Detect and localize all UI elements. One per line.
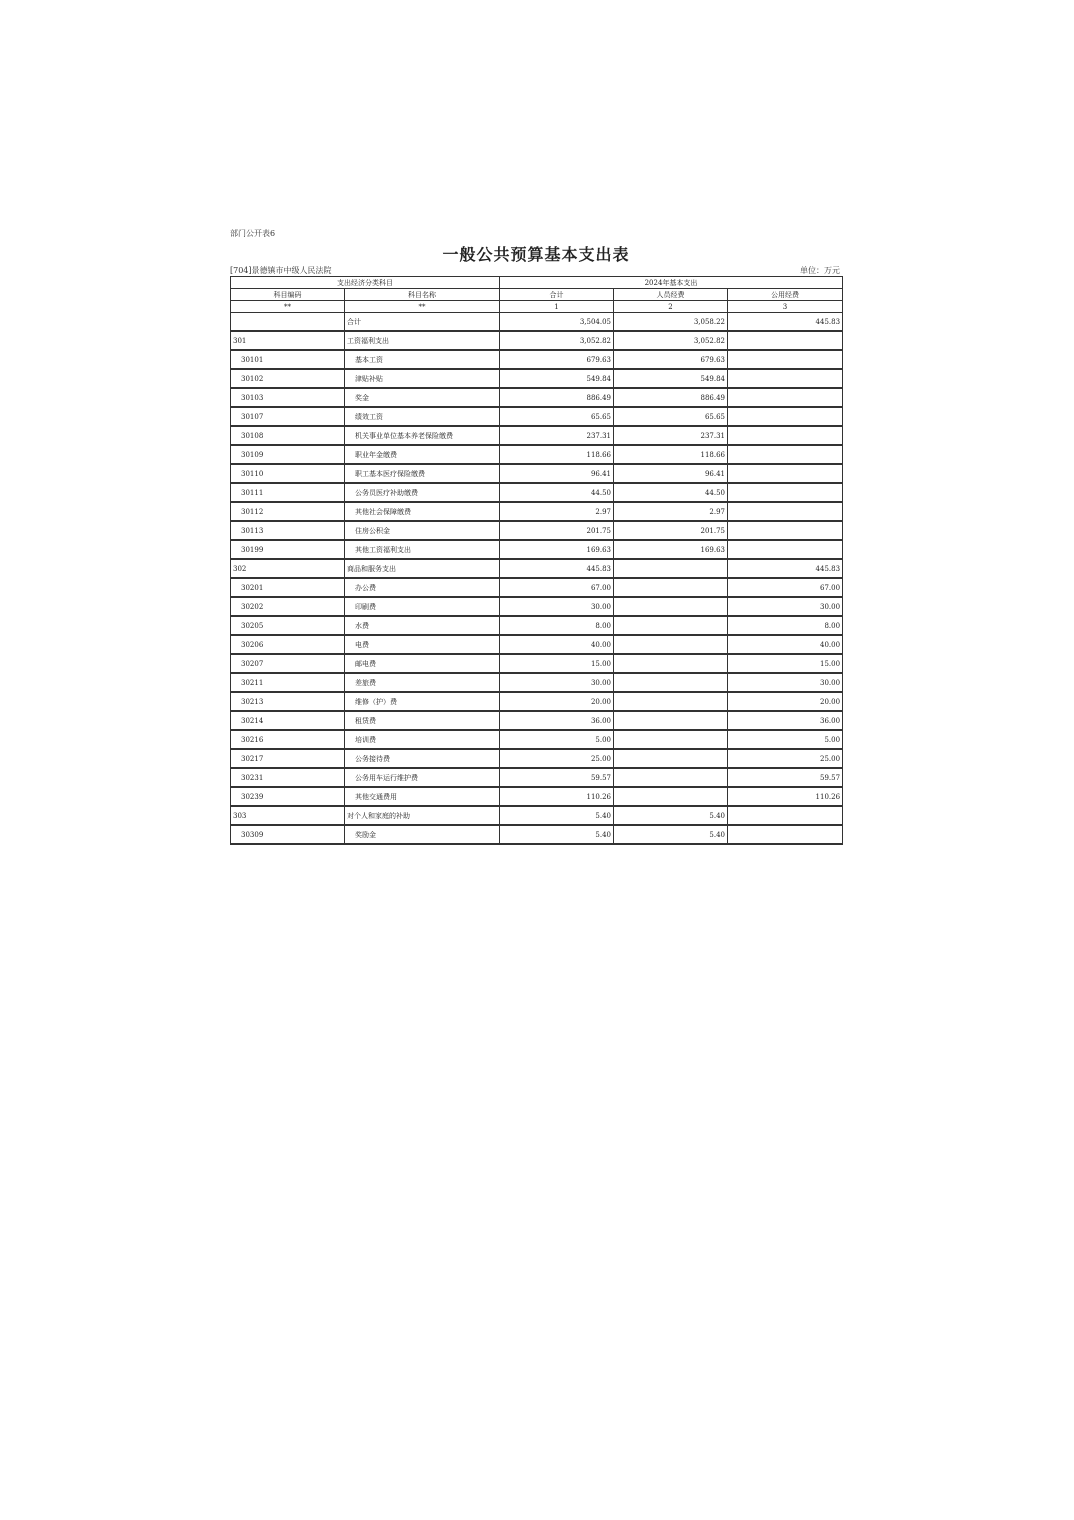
table-row bbox=[231, 787, 843, 806]
row-public: 59.57 bbox=[728, 768, 843, 787]
header-personnel: 人员经费 bbox=[614, 289, 728, 301]
row-code bbox=[231, 313, 345, 332]
row-public: 25.00 bbox=[728, 749, 843, 768]
table-row bbox=[231, 616, 843, 635]
row-total: 2.97 bbox=[500, 502, 614, 521]
row-personnel bbox=[614, 749, 728, 768]
row-public: 445.83 bbox=[728, 313, 843, 332]
row-total: 20.00 bbox=[500, 692, 614, 711]
row-total: 25.00 bbox=[500, 749, 614, 768]
row-personnel bbox=[614, 597, 728, 616]
row-personnel: 169.63 bbox=[614, 540, 728, 559]
row-personnel: 3,052.82 bbox=[614, 331, 728, 350]
row-total: 96.41 bbox=[500, 464, 614, 483]
row-personnel bbox=[614, 616, 728, 635]
row-name: 公务接待费 bbox=[345, 749, 500, 768]
row-personnel bbox=[614, 559, 728, 578]
header-group-basic-expenditure: 2024年基本支出 bbox=[500, 277, 843, 289]
row-public bbox=[728, 502, 843, 521]
row-code: 303 bbox=[231, 806, 345, 825]
row-total: 3,504.05 bbox=[500, 313, 614, 332]
table-row bbox=[231, 407, 843, 426]
row-name: 商品和服务支出 bbox=[345, 559, 500, 578]
table-row bbox=[231, 711, 843, 730]
marker-public: 3 bbox=[728, 301, 843, 313]
row-public bbox=[728, 388, 843, 407]
row-public: 5.00 bbox=[728, 730, 843, 749]
row-total: 886.49 bbox=[500, 388, 614, 407]
row-name: 职工基本医疗保险缴费 bbox=[345, 464, 500, 483]
row-public: 30.00 bbox=[728, 597, 843, 616]
table-row bbox=[231, 749, 843, 768]
row-total: 3,052.82 bbox=[500, 331, 614, 350]
row-name: 其他社会保障缴费 bbox=[345, 502, 500, 521]
row-name: 邮电费 bbox=[345, 654, 500, 673]
row-personnel: 3,058.22 bbox=[614, 313, 728, 332]
table-row bbox=[231, 578, 843, 597]
row-code: 30211 bbox=[231, 673, 345, 692]
row-personnel: 886.49 bbox=[614, 388, 728, 407]
row-total: 44.50 bbox=[500, 483, 614, 502]
marker-personnel: 2 bbox=[614, 301, 728, 313]
row-code: 30214 bbox=[231, 711, 345, 730]
row-code: 30199 bbox=[231, 540, 345, 559]
table-row bbox=[231, 331, 843, 350]
table-row bbox=[231, 445, 843, 464]
row-total: 40.00 bbox=[500, 635, 614, 654]
table-row bbox=[231, 597, 843, 616]
row-total: 67.00 bbox=[500, 578, 614, 597]
row-personnel bbox=[614, 768, 728, 787]
row-name: 奖励金 bbox=[345, 825, 500, 844]
table-row bbox=[231, 730, 843, 749]
unit-name: [704]景德镇市中级人民法院 bbox=[230, 266, 332, 275]
row-total: 30.00 bbox=[500, 597, 614, 616]
table-row bbox=[231, 464, 843, 483]
row-total: 5.00 bbox=[500, 730, 614, 749]
header-total: 合计 bbox=[500, 289, 614, 301]
row-personnel bbox=[614, 654, 728, 673]
row-public bbox=[728, 464, 843, 483]
row-total: 237.31 bbox=[500, 426, 614, 445]
row-total: 169.63 bbox=[500, 540, 614, 559]
row-name: 培训费 bbox=[345, 730, 500, 749]
row-name: 公务员医疗补助缴费 bbox=[345, 483, 500, 502]
row-code: 30109 bbox=[231, 445, 345, 464]
table-row bbox=[231, 388, 843, 407]
row-total: 679.63 bbox=[500, 350, 614, 369]
marker-total: 1 bbox=[500, 301, 614, 313]
row-public: 67.00 bbox=[728, 578, 843, 597]
row-personnel: 118.66 bbox=[614, 445, 728, 464]
row-code: 30101 bbox=[231, 350, 345, 369]
row-public bbox=[728, 426, 843, 445]
row-personnel: 237.31 bbox=[614, 426, 728, 445]
row-name: 电费 bbox=[345, 635, 500, 654]
row-name: 对个人和家庭的补助 bbox=[345, 806, 500, 825]
row-name: 其他工资福利支出 bbox=[345, 540, 500, 559]
row-code: 30112 bbox=[231, 502, 345, 521]
row-code: 30213 bbox=[231, 692, 345, 711]
row-code: 302 bbox=[231, 559, 345, 578]
row-personnel: 2.97 bbox=[614, 502, 728, 521]
document-label: 部门公开表6 bbox=[230, 229, 276, 238]
row-personnel bbox=[614, 711, 728, 730]
table-row bbox=[231, 483, 843, 502]
header-public: 公用经费 bbox=[728, 289, 843, 301]
row-code: 301 bbox=[231, 331, 345, 350]
row-total: 118.66 bbox=[500, 445, 614, 464]
row-name: 津贴补贴 bbox=[345, 369, 500, 388]
row-code: 30202 bbox=[231, 597, 345, 616]
row-total: 5.40 bbox=[500, 806, 614, 825]
row-name: 住房公积金 bbox=[345, 521, 500, 540]
row-name: 水费 bbox=[345, 616, 500, 635]
row-total: 15.00 bbox=[500, 654, 614, 673]
row-name: 差旅费 bbox=[345, 673, 500, 692]
row-name: 印刷费 bbox=[345, 597, 500, 616]
table-row bbox=[231, 768, 843, 787]
row-code: 30201 bbox=[231, 578, 345, 597]
row-personnel: 65.65 bbox=[614, 407, 728, 426]
row-total: 30.00 bbox=[500, 673, 614, 692]
row-code: 30110 bbox=[231, 464, 345, 483]
row-code: 30102 bbox=[231, 369, 345, 388]
row-personnel: 5.40 bbox=[614, 806, 728, 825]
row-public: 8.00 bbox=[728, 616, 843, 635]
row-code: 30113 bbox=[231, 521, 345, 540]
row-personnel bbox=[614, 578, 728, 597]
page-title: 一般公共预算基本支出表 bbox=[442, 245, 630, 264]
row-code: 30309 bbox=[231, 825, 345, 844]
row-personnel bbox=[614, 673, 728, 692]
budget-table bbox=[230, 276, 843, 845]
row-public bbox=[728, 331, 843, 350]
row-code: 30111 bbox=[231, 483, 345, 502]
table-row bbox=[231, 825, 843, 844]
header-code: 科目编码 bbox=[231, 289, 345, 301]
row-name: 维修（护）费 bbox=[345, 692, 500, 711]
row-name: 公务用车运行维护费 bbox=[345, 768, 500, 787]
table-row bbox=[231, 540, 843, 559]
row-personnel: 5.40 bbox=[614, 825, 728, 844]
row-code: 30231 bbox=[231, 768, 345, 787]
row-name: 租赁费 bbox=[345, 711, 500, 730]
marker-name: ** bbox=[345, 301, 500, 313]
row-public: 445.83 bbox=[728, 559, 843, 578]
row-total: 201.75 bbox=[500, 521, 614, 540]
row-name: 机关事业单位基本养老保险缴费 bbox=[345, 426, 500, 445]
row-public bbox=[728, 825, 843, 844]
table-row bbox=[231, 502, 843, 521]
row-public bbox=[728, 350, 843, 369]
row-public: 110.26 bbox=[728, 787, 843, 806]
table-row bbox=[231, 521, 843, 540]
row-code: 30216 bbox=[231, 730, 345, 749]
table-row bbox=[231, 369, 843, 388]
row-code: 30239 bbox=[231, 787, 345, 806]
row-personnel: 44.50 bbox=[614, 483, 728, 502]
header-name: 科目名称 bbox=[345, 289, 500, 301]
table-row bbox=[231, 806, 843, 825]
row-public: 36.00 bbox=[728, 711, 843, 730]
table-row bbox=[231, 350, 843, 369]
row-personnel: 201.75 bbox=[614, 521, 728, 540]
table-row bbox=[231, 635, 843, 654]
row-public bbox=[728, 407, 843, 426]
marker-code: ** bbox=[231, 301, 345, 313]
row-code: 30205 bbox=[231, 616, 345, 635]
table-body bbox=[231, 313, 843, 845]
row-code: 30207 bbox=[231, 654, 345, 673]
row-name: 基本工资 bbox=[345, 350, 500, 369]
header-group-classification: 支出经济分类科目 bbox=[231, 277, 500, 289]
row-public: 30.00 bbox=[728, 673, 843, 692]
row-personnel bbox=[614, 787, 728, 806]
row-name: 绩效工资 bbox=[345, 407, 500, 426]
table-row bbox=[231, 692, 843, 711]
row-public: 40.00 bbox=[728, 635, 843, 654]
row-personnel: 679.63 bbox=[614, 350, 728, 369]
row-name: 其他交通费用 bbox=[345, 787, 500, 806]
table-row bbox=[231, 313, 843, 332]
table-row bbox=[231, 673, 843, 692]
row-public bbox=[728, 369, 843, 388]
row-total: 5.40 bbox=[500, 825, 614, 844]
row-name: 职业年金缴费 bbox=[345, 445, 500, 464]
row-public bbox=[728, 445, 843, 464]
row-personnel bbox=[614, 730, 728, 749]
row-total: 549.84 bbox=[500, 369, 614, 388]
row-name: 合计 bbox=[345, 313, 500, 332]
row-code: 30108 bbox=[231, 426, 345, 445]
row-public: 20.00 bbox=[728, 692, 843, 711]
row-name: 工资福利支出 bbox=[345, 331, 500, 350]
row-public bbox=[728, 483, 843, 502]
row-code: 30217 bbox=[231, 749, 345, 768]
row-total: 445.83 bbox=[500, 559, 614, 578]
row-total: 8.00 bbox=[500, 616, 614, 635]
row-total: 110.26 bbox=[500, 787, 614, 806]
row-name: 办公费 bbox=[345, 578, 500, 597]
row-total: 65.65 bbox=[500, 407, 614, 426]
row-code: 30206 bbox=[231, 635, 345, 654]
currency-unit-label: 单位：万元 bbox=[800, 266, 840, 275]
table-row bbox=[231, 426, 843, 445]
row-code: 30107 bbox=[231, 407, 345, 426]
row-total: 59.57 bbox=[500, 768, 614, 787]
row-code: 30103 bbox=[231, 388, 345, 407]
row-public bbox=[728, 540, 843, 559]
row-total: 36.00 bbox=[500, 711, 614, 730]
row-public bbox=[728, 806, 843, 825]
row-public: 15.00 bbox=[728, 654, 843, 673]
table-row bbox=[231, 559, 843, 578]
table-row bbox=[231, 654, 843, 673]
row-personnel: 549.84 bbox=[614, 369, 728, 388]
row-personnel bbox=[614, 635, 728, 654]
row-public bbox=[728, 521, 843, 540]
row-personnel: 96.41 bbox=[614, 464, 728, 483]
row-personnel bbox=[614, 692, 728, 711]
row-name: 奖金 bbox=[345, 388, 500, 407]
